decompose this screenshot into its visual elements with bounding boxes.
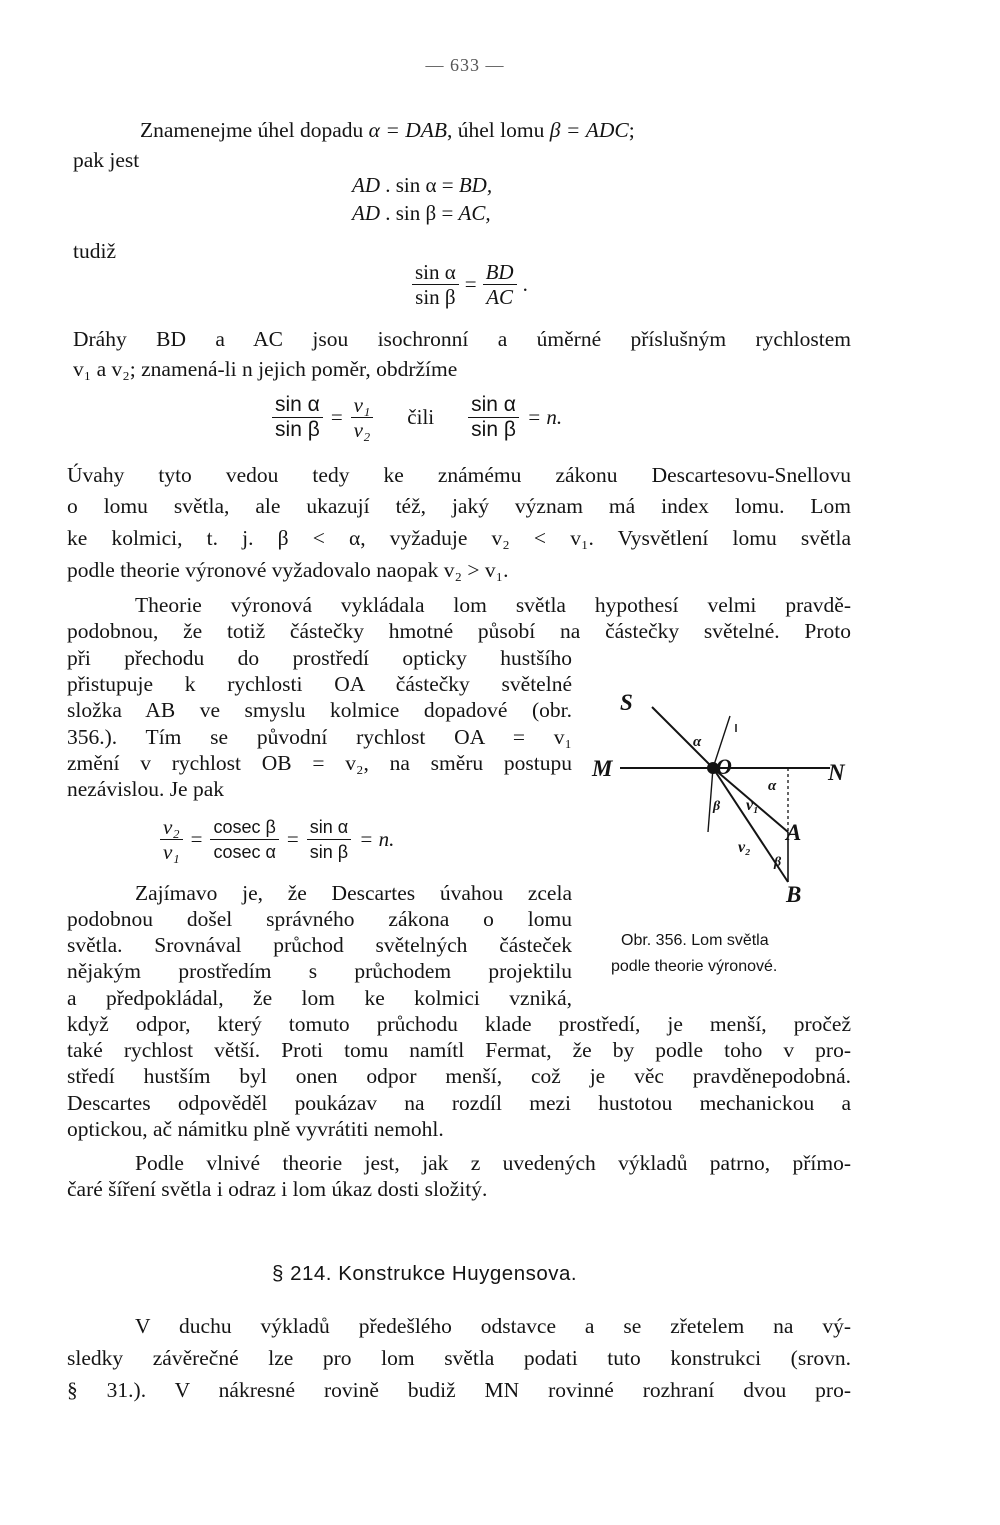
eq4-den3: sin β — [471, 418, 516, 441]
section-heading: § 214. Konstrukce Huygensova. — [272, 1262, 578, 1285]
eq1-op: . sin α = — [380, 173, 459, 197]
p1-alpha-def: α = DAB — [368, 118, 448, 142]
figure-356-refraction-diagram — [590, 680, 860, 910]
label-beta-left: β — [713, 799, 721, 814]
eq5-rhs: = n. — [359, 827, 395, 851]
eq3-end: . — [522, 272, 528, 296]
equation-5 — [160, 815, 394, 864]
eq2-op: . sin β = — [380, 201, 459, 225]
eq4-frac2 — [351, 393, 374, 442]
equation-1 — [352, 172, 492, 198]
label-B: B — [786, 882, 802, 907]
eq3-frac-left — [412, 260, 459, 309]
eq5-num1: v₂ — [160, 815, 183, 840]
eq4-num2: v₁ — [351, 393, 374, 418]
p7-line1: V duchu výkladů předešlého odstavce a se zřetelem na vý- — [135, 1314, 851, 1338]
label-v2: v₂ — [738, 839, 751, 856]
eq5-frac2 — [210, 815, 278, 864]
label-N: N — [828, 760, 845, 785]
figure-caption-line2: podle theorie výronové. — [611, 958, 778, 975]
eq3-den1: sin β — [415, 285, 456, 309]
p1-beta-def: β = ADC — [549, 118, 629, 142]
p1-line1 — [140, 117, 635, 143]
eq4-den1: sin β — [275, 418, 320, 441]
eq5-frac3 — [307, 815, 351, 864]
label-S: S — [620, 690, 633, 715]
eq5-equals-1: = — [190, 827, 203, 851]
p4-line7: změní v rychlost OB = v₂, na směru postupu — [67, 751, 572, 775]
p5-line6: když odpor, který tomuto průchodu klade prostředí, je menší, pročež — [67, 1012, 851, 1036]
incident-ray-SO — [652, 707, 713, 768]
eq3-num2: BD — [483, 260, 517, 285]
p3-line1: Úvahy tyto vedou tedy ke známému zákonu Descartesovu-Snellovu — [67, 463, 851, 487]
eq2-lhs: AD — [352, 201, 380, 225]
label-O: O — [716, 754, 732, 779]
p7-line2: sledky závěrečné lze pro lom světla podati tuto konstrukci (srovn. — [67, 1346, 851, 1370]
eq4-frac3 — [468, 393, 519, 442]
eq5-equals-2: = — [286, 827, 299, 851]
p5-line7: také rychlost větší. Proti tomu namítl Fermat, že by podle toho v pro- — [67, 1038, 851, 1062]
eq3-frac-right — [483, 260, 517, 309]
p4-line2: podobnou, že totiž částečky hmotné působí na částečky světelné. Proto — [67, 619, 851, 643]
p4-line1: Theorie výronová vykládala lom světla hypothesí velmi pravdě- — [135, 593, 851, 617]
p5-line5: a předpokládal, že lom ke kolmici vzniká, — [67, 986, 572, 1010]
eq5-den2: cosec α — [213, 842, 276, 862]
eq2-rhs: AC, — [458, 201, 491, 225]
eq3-den2: AC — [486, 285, 514, 309]
eq5-den3: sin β — [309, 842, 349, 862]
p3-line2: o lomu světla, ale ukazují též, jaký význam má index lomu. Lom — [67, 494, 851, 518]
p6-line1: Podle vlnivé theorie jest, jak z uvedených výkladů patrno, přímo- — [135, 1151, 851, 1175]
eq4-or: čili — [407, 405, 435, 429]
eq3-equals: = — [464, 272, 477, 296]
label-beta-bottom: β — [774, 855, 782, 870]
label-v1: v₁ — [746, 797, 759, 814]
p5-line10: optickou, ač námitku plně vyvrátiti nemohl. — [67, 1117, 444, 1141]
equation-2 — [352, 200, 491, 226]
p5-line4: nějakým prostředím s průchodem projektilu — [67, 959, 572, 983]
p5-line8: středí hustším byl onen odpor menší, což je věc pravděnepodobná. — [67, 1064, 851, 1088]
p4-line8: nezávislou. Je pak — [67, 777, 225, 801]
p5-line3: světla. Srovnával průchod světelných částeček — [67, 933, 572, 957]
p4-line6: 356.). Tím se původní rychlost OA = v₁ — [67, 725, 572, 749]
p6-line2: čaré šíření světla i odraz i lom úkaz dosti složitý. — [67, 1177, 488, 1201]
equation-4 — [272, 393, 562, 442]
eq4-equals: = — [330, 405, 343, 429]
p2-line2: v₁ a v₂; znamená-li n jejich poměr, obdržíme — [73, 357, 458, 381]
label-M: M — [592, 756, 613, 781]
p3-line3: ke kolmici, t. j. β < α, vyžaduje v₂ < v₁. Vysvětlení lomu světla — [67, 526, 851, 550]
eq1-rhs: BD, — [458, 173, 493, 197]
eq4-num1: sin α — [272, 393, 323, 418]
p3-line4: podle theorie výronové vyžadovalo naopak v₂ > v₁. — [67, 558, 509, 582]
p1-text-a: Znamenejme úhel dopadu — [140, 118, 369, 142]
eq3-num1: sin α — [412, 260, 459, 285]
p7-line3: § 31.). V nákresné rovině budiž MN rovinné rozhraní dvou pro- — [67, 1378, 851, 1402]
eq1-lhs: AD — [352, 173, 380, 197]
eq5-den1: v₁ — [163, 840, 180, 864]
eq4-rhs: = n. — [526, 405, 563, 429]
figure-caption-line1: Obr. 356. Lom světla — [621, 932, 769, 949]
p4-line5: složka AB ve smyslu kolmice dopadové (obr. — [67, 698, 572, 722]
equation-3 — [412, 260, 528, 309]
p5-line2: podobnou došel správného zákona o lomu — [67, 907, 572, 931]
eq5-frac1 — [160, 815, 183, 864]
p1-text-e: ; — [628, 118, 635, 142]
p2-line1: Dráhy BD a AC jsou isochronní a úměrné příslušným rychlostem — [73, 327, 851, 351]
label-A: A — [786, 820, 802, 845]
label-alpha-right: α — [768, 778, 777, 794]
eq5-num3: sin α — [307, 815, 351, 840]
p4-line4: přistupuje k rychlosti OA částečky světelné — [67, 672, 572, 696]
p1-text-c: , úhel lomu — [447, 118, 550, 142]
p1-line2: pak jest — [73, 148, 140, 172]
p5-line9: Descartes odpověděl poukázav na rozdíl mezi hustotou mechanickou a — [67, 1091, 851, 1115]
p5-line1: Zajímavo je, že Descartes úvahou zcela — [135, 881, 572, 905]
page-number: — 633 — — [425, 55, 505, 75]
eq4-den2: v₂ — [353, 418, 371, 442]
eq4-frac1 — [272, 393, 323, 442]
eq5-num2: cosec β — [210, 815, 278, 840]
eq4-num3: sin α — [468, 393, 519, 418]
tudiz-label: tudiž — [73, 239, 116, 263]
label-alpha-top: α — [693, 734, 702, 750]
p4-line3: při přechodu do prostředí opticky hustšího — [67, 646, 572, 670]
